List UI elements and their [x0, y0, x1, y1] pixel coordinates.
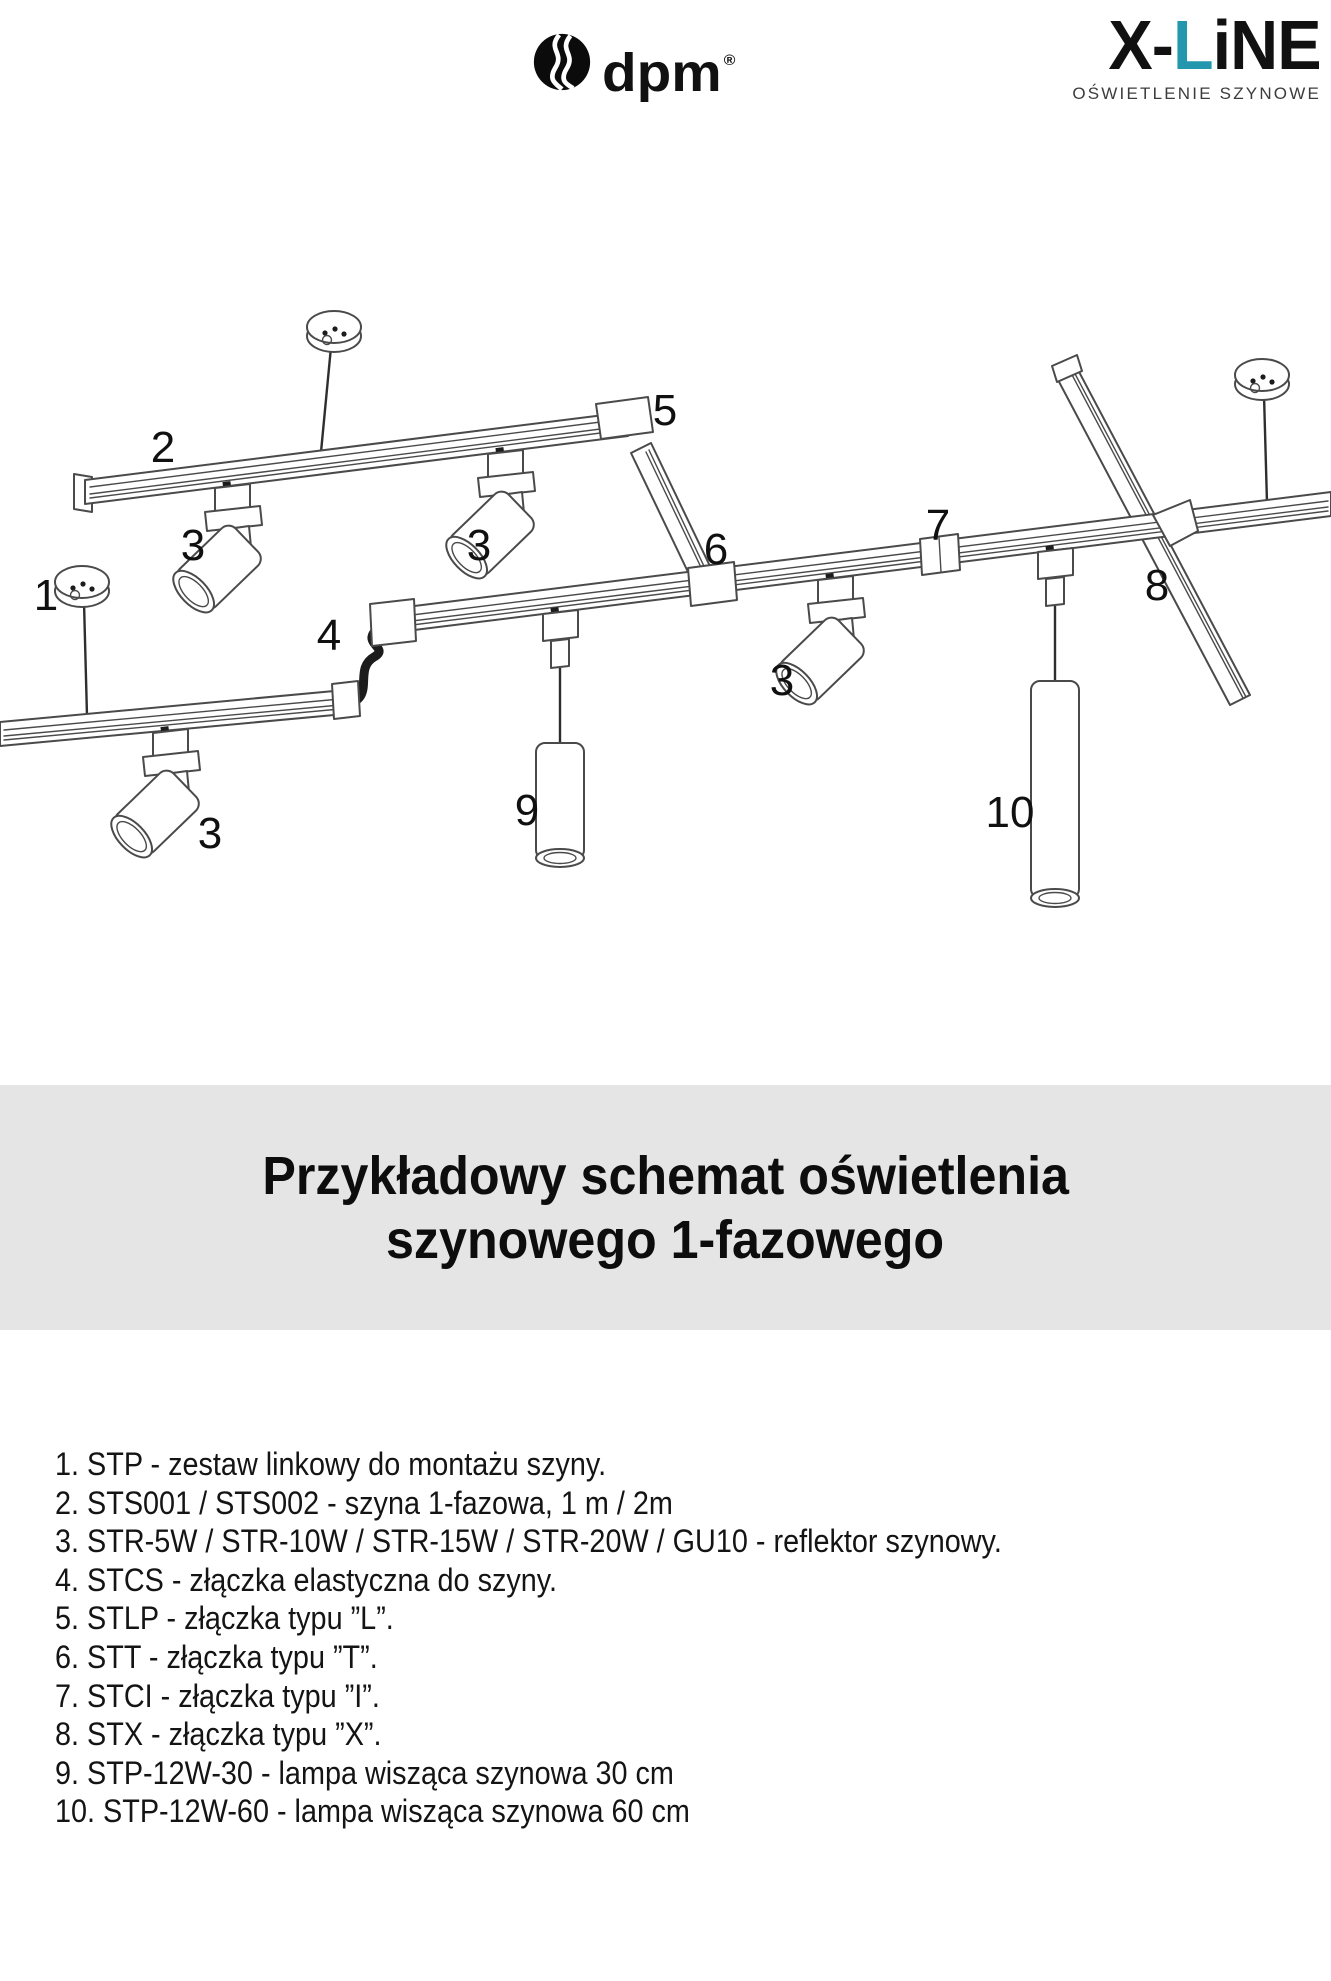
parts-list-item: 8. STX - złączka typu ”X”. — [55, 1716, 382, 1753]
track-spotlight — [104, 726, 203, 864]
registered-trademark-mark: ® — [723, 52, 736, 69]
page-title-line2: szynowego 1-fazowego — [386, 1209, 945, 1270]
parts-list-item: 10. STP-12W-60 - lampa wisząca szynowa 60 cm — [55, 1793, 690, 1830]
title-banner — [0, 1085, 1331, 1330]
callout-6: 6 — [703, 525, 729, 574]
callout-3: 3 — [769, 656, 795, 705]
page-header — [0, 0, 1331, 110]
parts-list-item: 7. STCI - złączka typu ”I”. — [55, 1677, 380, 1714]
callout-7: 7 — [925, 501, 951, 550]
track-end-connector-middle — [370, 599, 416, 646]
ceiling-canopy-top — [307, 311, 361, 452]
track-lighting-diagram — [0, 110, 1331, 1085]
callout-9: 9 — [514, 786, 540, 835]
track-end-cap-lower — [332, 681, 360, 719]
parts-list-item: 6. STT - złączka typu ”T”. — [55, 1638, 378, 1675]
parts-list — [55, 1445, 1153, 1831]
parts-list-item: 5. STLP - złączka typu ”L”. — [55, 1600, 394, 1637]
xline-subtitle: OŚWIETLENIE SZYNOWE — [1072, 84, 1321, 103]
parts-list-item: 1. STP - zestaw linkowy do montażu szyny. — [55, 1446, 607, 1482]
pendant-lamp-60cm — [1031, 545, 1079, 907]
xline-part-i: i — [1212, 6, 1231, 84]
page-title-line1: Przykładowy schemat oświetlenia — [262, 1145, 1069, 1206]
callout-3: 3 — [466, 521, 492, 570]
callout-4: 4 — [316, 611, 342, 660]
xline-wordmark — [1085, 6, 1321, 84]
callout-2: 2 — [150, 423, 176, 472]
ceiling-canopy-left — [55, 566, 109, 716]
pendant-lamp-30cm — [536, 607, 584, 867]
parts-list-item: 9. STP-12W-30 - lampa wisząca szynowa 30 cm — [55, 1754, 674, 1791]
callout-10: 10 — [985, 788, 1035, 837]
xline-logo — [1072, 6, 1321, 104]
connector-l — [596, 397, 653, 439]
callout-8: 8 — [1144, 561, 1170, 610]
dpm-logo — [532, 32, 736, 103]
parts-list-item: 3. STR-5W / STR-10W / STR-15W / STR-20W / GU10 - reflektor szynowy. — [55, 1523, 1002, 1560]
parts-list-item: 4. STCS - złączka elastyczna do szyny. — [55, 1561, 558, 1598]
parts-list-item: 2. STS001 / STS002 - szyna 1-fazowa, 1 m / 2m — [55, 1484, 673, 1521]
dpm-wordmark — [602, 32, 735, 102]
xline-part-ne: NE — [1230, 6, 1321, 84]
xline-accent-letter: L — [1173, 6, 1213, 84]
dpm-text: dpm — [602, 43, 722, 103]
callout-1: 1 — [33, 571, 59, 620]
callout-3: 3 — [197, 809, 223, 858]
xline-part-x: X- — [1108, 6, 1174, 84]
dpm-swirl-icon — [532, 32, 592, 92]
callout-5: 5 — [652, 386, 678, 435]
ceiling-canopy-right — [1235, 359, 1289, 503]
callout-3: 3 — [180, 521, 206, 570]
